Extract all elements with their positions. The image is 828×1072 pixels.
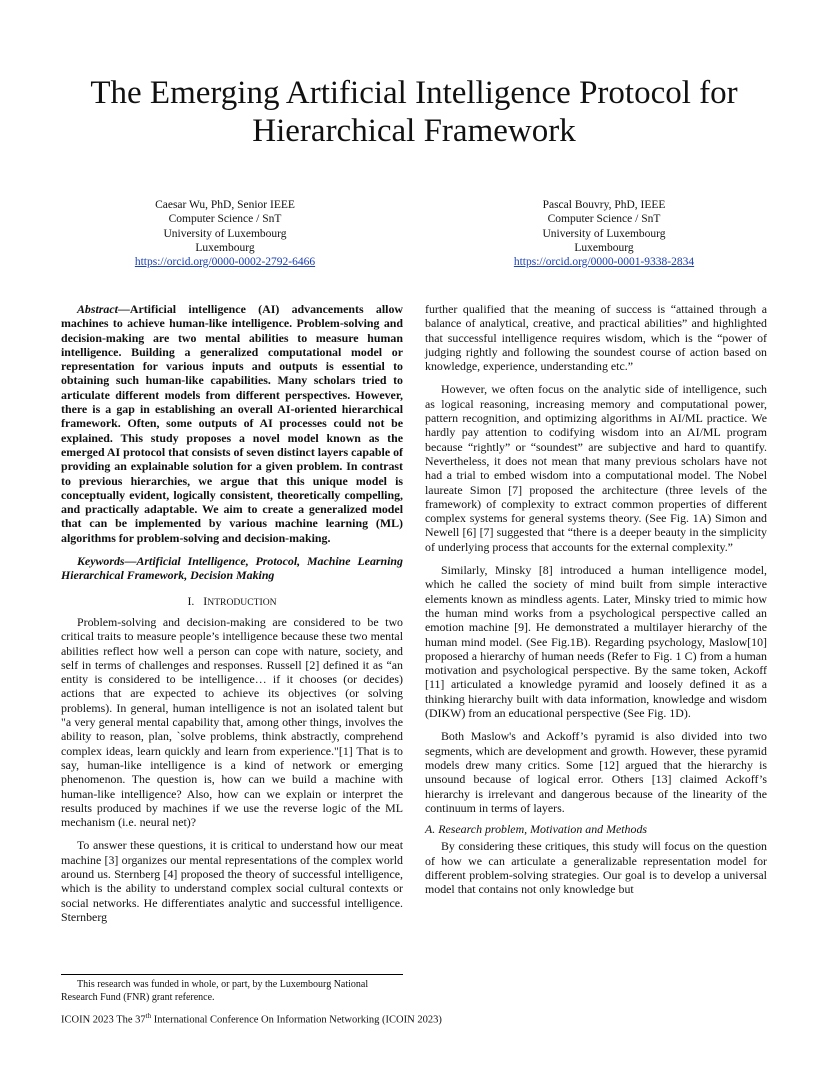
title-line-1: The Emerging Artificial Intelligence Protocol for xyxy=(90,75,738,111)
author-country: Luxembourg xyxy=(195,241,255,254)
left-column xyxy=(61,302,403,924)
section-heading-introduction xyxy=(61,594,403,610)
author-name: Pascal Bouvry, PhD, IEEE xyxy=(542,199,666,211)
right-column xyxy=(425,302,767,897)
footer-text: ICOIN 2023 The 37 xyxy=(61,1014,146,1026)
author-orcid-link[interactable]: https://orcid.org/0000-0002-2792-6466 xyxy=(134,256,316,269)
footnote xyxy=(61,978,403,1004)
author-country: Luxembourg xyxy=(574,241,634,254)
author-university: University of Luxembourg xyxy=(163,227,287,240)
body-paragraph: By considering these critiques, this study will focus on the question of how we can articulate a generalizable representation model for different problem-solving strategies. Our goal is to develop a universal model that contains not only knowledge but xyxy=(425,839,767,897)
paper-title xyxy=(60,74,768,150)
body-paragraph: further qualified that the meaning of success is “attained through a balance of analytical, creative, and practical abilities” and highlighted that successful intelligence requires wisdom, which is the “power of judging rightly and following the soundest course of action based on knowledge, experience, understanding etc.” xyxy=(425,302,767,374)
footnote-divider xyxy=(61,974,403,975)
body-paragraph: Both Maslow's and Ackoff’s pyramid is also divided into two segments, which are development and growth. However, these pyramid models drew many critics. Some [12] argued that the hierarchy is unsound because of logical error. Others [13] claimed Ackoff’s hierarchy is irrelevant and dangerous because of the linearity of the continuum in terms of layers. xyxy=(425,729,767,815)
abstract-label: Abstract— xyxy=(77,302,130,316)
section-title-rest: NTRODUCTION xyxy=(207,596,277,608)
footer-text-rest: International Conference On Information Networking (ICOIN 2023) xyxy=(151,1014,442,1026)
author-name: Caesar Wu, PhD, Senior IEEE xyxy=(155,199,295,211)
body-paragraph: Problem-solving and decision-making are considered to be two critical traits to measure people’s intelligence because these two mental abilities reflect how well a person can cope with nature, society, and self in terms of challenges and responses. Russell [2] defined it as “an entity is considered to be intelligence… if it chooses (or decides) actions that are expected to achieve its objectives (or solving problems). In general, human intelligence is not an isolated talent but "a very general mental capability that, among other things, involves the ability to reason, plan, `solve problems, think abstractly, comprehend complex ideas, learn quickly and learn from experience."[1] That is to say, human-like intelligence is a kind of network or emerging phenomenon. The question is, how can we build a machine with human-like intelligence? Also, how can we explain or interpret the results produced by machines if we use the reverse logic of the ML mechanism (i.e. neural net)? xyxy=(61,614,403,830)
body-paragraph: To answer these questions, it is critical to understand how our meat machine [3] organizes our mental representations of the complex world around us. Sternberg [4] proposed the theory of successful intelligence, which is the ability to understand complex social cultural contexts or social networks. He differentiates analytic and successful intelligence. Sternberg xyxy=(61,838,403,924)
author-block-2 xyxy=(474,198,734,269)
author-orcid-link[interactable]: https://orcid.org/0000-0001-9338-2834 xyxy=(513,256,695,269)
footnote-text: This research was funded in whole, or part, by the Luxembourg National Research Fund (FNR) grant reference. xyxy=(61,979,369,1003)
conference-footer xyxy=(61,1010,442,1027)
author-block-1 xyxy=(95,198,355,269)
title-line-2: Hierarchical Framework xyxy=(252,113,576,149)
section-initial: I xyxy=(203,593,208,608)
abstract-text: Artificial intelligence (AI) advancements allow machines to achieve human-like intelligence. Problem-solving and decision-making are two mental abilities to measure human intelligence. Building a generalized computational model or representation for various inputs and outputs is essential to obtaining such human-like capabilities. Many scholars tried to articulate different models from different perspectives. However, there is a gap in establishing an overall AI-oriented hierarchical framework. Often, some outputs of AI processes could not be explained. This study proposes a novel model known as the emerged AI protocol that consists of seven distinct layers capable of providing an explainable solution for a given problem. In contrast to previous hierarchies, we argue that this unique model is conceptually evident, logically consistent, theoretically compelling, and practically adaptable. We aim to create a generalized model that can be implemented by various machine learning (ML) algorithms for problem-solving and decision-making. xyxy=(61,302,403,545)
subsection-heading: A. Research problem, Motivation and Methods xyxy=(425,822,648,837)
abstract xyxy=(61,302,403,545)
body-paragraph: Similarly, Minsky [8] introduced a human intelligence model, which he called the society of mind built from simple interactive elements known as mindless agents. Later, Minsky tried to mimic how the human mind works from a psychological perspective called an emotion machine [9]. He demonstrated a multilayer hierarchy of the human mind model. (See Fig.1B). Regarding psychology, Maslow[10] proposed a hierarchy of human needs (Refer to Fig. 1 C) from a human motivation and psychological perspective. By the same token, Ackoff [11] articulated a knowledge pyramid and loosely defined it as a thinking hierarchy built with data information, knowledge and wisdom (DIKW) from an educational perspective (See Fig. 1D). xyxy=(425,563,767,721)
body-paragraph: However, we often focus on the analytic side of intelligence, such as logical reasoning, increasing memory and computational power, pattern recognition, and optimizing algorithms in AI/ML practice. We hardly pay attention to codifying wisdom into an AI/ML program because “rightly” or “soundest” are subjective and hard to quantify. Nevertheless, it does not mean that many previous scholars have not had a trial to embed wisdom into a computational model. The Nobel laureate Simon [7] proposed the architecture (three levels of the framework) of complexity to extract common properties of different complex systems for general systems theory. (See Fig. 1A) Simon and Newell [6] [7] suggested that “there is a deeper beauty in the simplicity of underlying process that accounts for the external complexity.” xyxy=(425,382,767,554)
author-department: Computer Science / SnT xyxy=(547,213,661,226)
author-department: Computer Science / SnT xyxy=(168,213,282,226)
keywords xyxy=(61,554,403,583)
keywords-text: Artificial Intelligence, Protocol, Machine Learning Hierarchical Framework, Decision Making xyxy=(61,554,403,583)
section-number: I. xyxy=(187,593,195,608)
footer-superscript: th xyxy=(145,1012,152,1020)
author-university: University of Luxembourg xyxy=(542,227,666,240)
keywords-label: Keywords— xyxy=(77,554,137,569)
